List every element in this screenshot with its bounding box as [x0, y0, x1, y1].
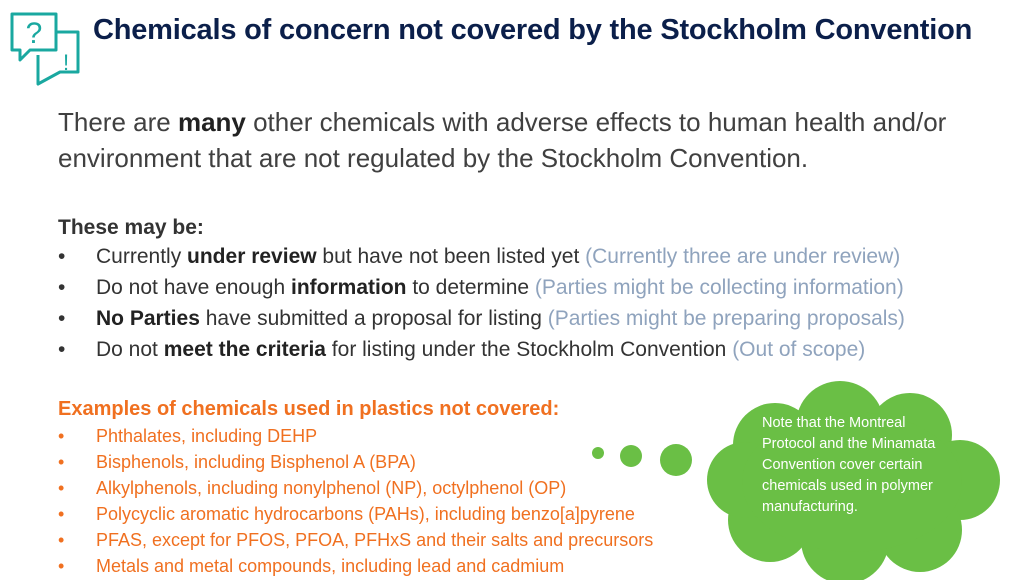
svg-text:!: !	[62, 50, 70, 75]
bullet-bold: meet the criteria	[163, 338, 326, 361]
bullet-dot: •	[58, 338, 66, 361]
bullet-bold: under review	[187, 245, 317, 268]
may-be-heading: These may be:	[58, 216, 204, 239]
example-text: Alkylphenols, including nonylphenol (NP), octylphenol (OP)	[96, 478, 567, 498]
question-chat-icon	[8, 10, 86, 88]
bullet-dot: •	[58, 478, 65, 498]
bullet-note: (Parties might be collecting information)	[534, 276, 904, 299]
svg-text:?: ?	[25, 17, 43, 50]
thought-bubble-large	[660, 444, 692, 476]
example-text: PFAS, except for PFOS, PFOA, PFHxS and their salts and precursors	[96, 530, 654, 550]
bullet-post: for listing under the Stockholm Convention	[325, 338, 733, 361]
example-text: Polycyclic aromatic hydrocarbons (PAHs), including benzo[a]pyrene	[96, 504, 635, 524]
intro-post: other chemicals with adverse effects to human health and/or environment that are not regulated by the Stockholm Convention.	[58, 107, 947, 173]
bullet-pre: Currently	[96, 245, 188, 268]
bullet-bold: No Parties	[96, 307, 200, 330]
bullet-bold: information	[291, 276, 407, 299]
bullet-dot: •	[58, 276, 66, 299]
bullet-note: (Parties might be preparing proposals)	[547, 307, 905, 330]
intro-pre: There are	[58, 107, 178, 137]
bullet-post: but have not been listed yet	[316, 245, 586, 268]
bullet-pre: Do not	[96, 338, 164, 361]
cloud-note: Note that the Montreal Protocol and the Minamata Convention cover certain chemicals used in polymer manufacturing.	[762, 415, 936, 515]
intro-paragraph	[58, 104, 1018, 176]
bullet-post: have submitted a proposal for listing	[199, 307, 548, 330]
example-text: Phthalates, including DEHP	[96, 426, 318, 446]
thought-bubble-medium	[620, 445, 642, 467]
example-text: Metals and metal compounds, including lead and cadmium	[96, 556, 565, 576]
bullet-dot: •	[58, 426, 65, 446]
bullet-dot: •	[58, 556, 65, 576]
bullet-dot: •	[58, 452, 65, 472]
bullet-dot: •	[58, 504, 65, 524]
bullet-dot: •	[58, 530, 65, 550]
bullet-note: (Currently three are under review)	[585, 245, 901, 268]
bullet-dot: •	[58, 245, 66, 268]
examples-heading: Examples of chemicals used in plastics not covered:	[58, 398, 560, 420]
bullet-note: (Out of scope)	[732, 338, 866, 361]
intro-bold: many	[177, 107, 246, 137]
page-title: Chemicals of concern not covered by the Stockholm Convention	[93, 14, 973, 46]
thought-bubble-small	[592, 447, 604, 459]
example-text: Bisphenols, including Bisphenol A (BPA)	[96, 452, 416, 472]
bullet-post: to determine	[406, 276, 535, 299]
bullet-pre: Do not have enough	[96, 276, 291, 299]
bullet-dot: •	[58, 307, 66, 330]
